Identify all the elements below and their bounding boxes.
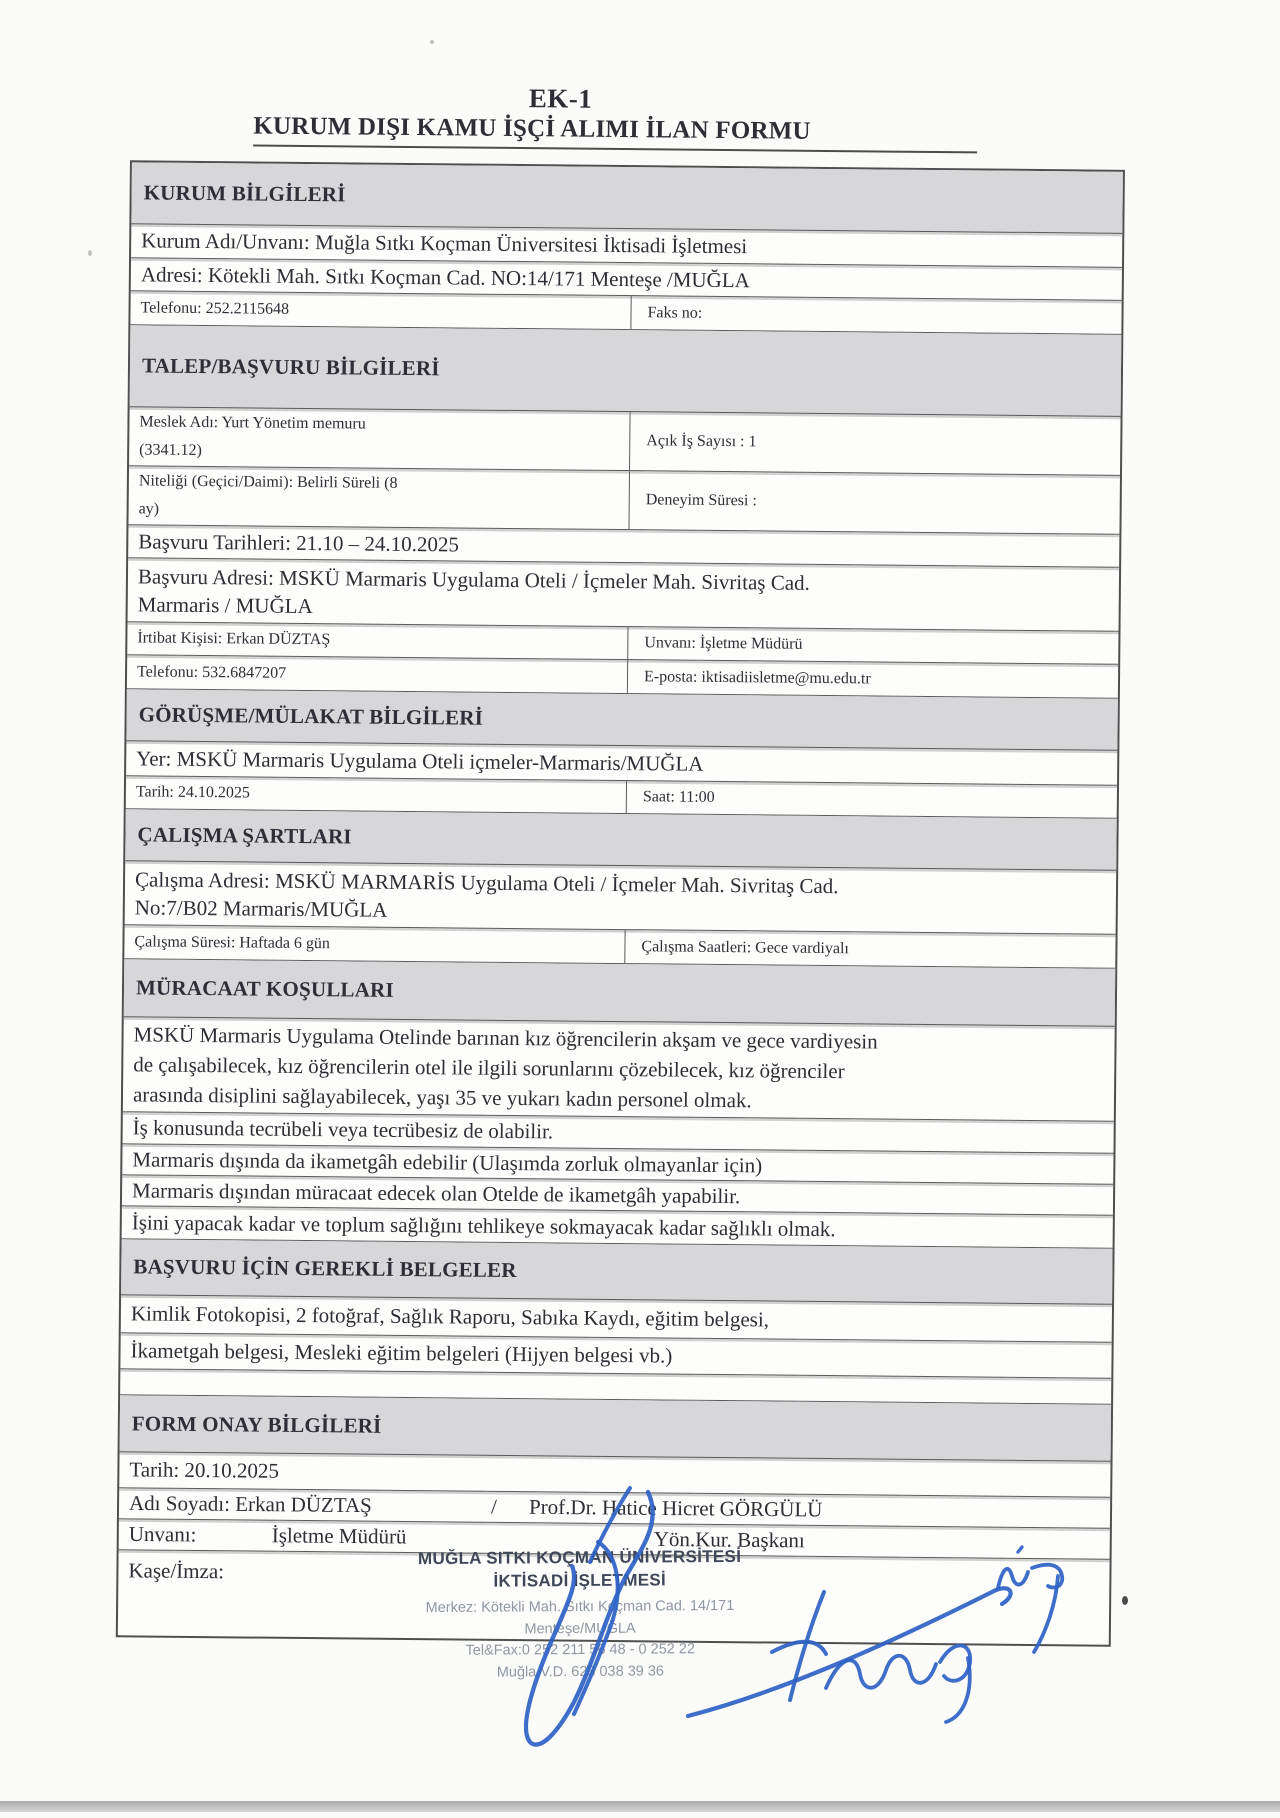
adresi-text: Adresi: Kötekli Mah. Sıtkı Koçman Cad. NO:14/171 Menteşe /MUĞLA [140,261,750,292]
eposta-text: E-posta: iktisadiisletme@mu.edu.tr [643,667,871,687]
acik-is-text: Açık İş Sayısı : 1 [646,432,757,451]
adi-soyadi-sol-text: Adı Soyadı: Erkan DÜZTAŞ [128,1490,372,1518]
company-stamp [408,1545,753,1684]
stamp-line-2: İKTİSADİ İŞLETMESİ [493,1570,667,1591]
faks-text: Faks no: [647,303,703,322]
belgeler-1-text: Kimlik Fotokopisi, 2 fotoğraf, Sağlık Raporu, Sabıka Kaydı, eğitim belgesi, [130,1301,770,1332]
telefon-text: Telefonu: 252.2115648 [140,298,290,318]
tarih-text: Tarih: 24.10.2025 [135,783,250,802]
kosul-2-text: İş konusunda tecrübeli veya tecrübesiz de olabilir. [132,1115,554,1144]
nitelik-cell [128,466,629,529]
section-header-form-onay [120,1395,1112,1462]
stamp-line-4: Menteşe/MUĞLA [524,1620,636,1637]
onay-unvan-sag-text: Yön.Kur. Başkanı [653,1526,805,1553]
calisma-saatleri-cell [624,930,1115,968]
calisma-suresi-cell [124,925,624,963]
onay-unvan-label: Unvanı: [128,1521,197,1547]
belgeler-2-text: İkametgah belgesi, Mesleki eğitim belgeleri (Hijyen belgesi vb.) [130,1338,673,1368]
row-nitelik-deneyim [128,466,1120,535]
section-title: TALEP/BAŞVURU BİLGİLERİ [141,353,440,381]
eposta-cell [627,660,1118,698]
kase-imza-label: Kaşe/İmza: [128,1558,225,1584]
meslek-text: Meslek Adı: Yurt Yönetim memuru (3341.12) [139,413,366,459]
scanner-edge-shadow [0,1801,1280,1812]
kurum-adi-text: Kurum Adı/Unvanı: Muğla Sıtkı Koçman Üniversitesi İktisadi İşletmesi [141,228,748,259]
faks-cell [630,296,1121,334]
section-header-muracaat-kosullari [124,959,1116,1027]
stamp-line-3: Merkez: Kötekli Mah. Sıtkı Koçman Cad. 14/171 [425,1597,735,1617]
telefon2-text: Telefonu: 532.6847207 [136,662,287,682]
section-title: FORM ONAY BİLGİLERİ [131,1410,382,1438]
kosul-3-text: Marmaris dışında da ikametgâh edebilir (Ulaşımda zorluk olmayanlar için) [132,1146,763,1177]
form-table [116,160,1125,1646]
form-title: KURUM DIŞI KAMU İŞÇİ ALIMI İLAN FORMU [253,112,977,153]
section-header-gerekli-belgeler [121,1239,1112,1305]
telefon-cell [130,291,630,329]
row-basvuru-adresi [128,558,1120,632]
row-meslek-acikis [129,407,1121,476]
onay-unvan-sol-text: İşletme Müdürü [271,1523,407,1549]
kosul-4-text: Marmaris dışından müracaat edecek olan Otelde de ikametgâh yapabilir. [131,1177,741,1208]
nitelik-text: Niteliği (Geçici/Daimi): Belirli Süreli (8 ay) [138,472,398,518]
section-title: MÜRACAAT KOŞULLARI [135,975,394,1002]
row-calisma-adresi [125,861,1117,935]
section-header-gorusme-mulakat [126,689,1117,751]
unvan-cell [627,627,1118,664]
section-header-calisma-sartlari [125,809,1116,871]
saat-text: Saat: 11:00 [642,788,715,806]
acik-is-cell [629,412,1121,475]
scan-speck [1122,1596,1128,1605]
deneyim-text: Deneyim Süresi : [645,491,757,510]
basvuru-tarihleri-text: Başvuru Tarihleri: 21.10 – 24.10.2025 [138,528,460,556]
onay-tarih-text: Tarih: 20.10.2025 [129,1457,280,1483]
meslek-cell [129,407,630,470]
stamp-line-1: MUĞLA SITKI KOÇMAN ÜNİVERSİTESİ [417,1546,742,1569]
telefon2-cell [127,655,627,693]
scan-speck-faint [430,40,434,44]
section-title: ÇALIŞMA ŞARTLARI [137,822,352,849]
section-header-talep-basvuru [130,325,1122,417]
row-kosul-1 [123,1017,1115,1122]
yer-text: Yer: MSKÜ Marmaris Uygulama Oteli içmeler-Marmaris/MUĞLA [136,745,704,776]
calisma-adresi-text: Çalışma Adresi: MSKÜ MARMARİS Uygulama Oteli / İçmeler Mah. Sivritaş Cad. No:7/B02 Marmaris/MUĞLA [134,866,839,922]
section-title: GÖRÜŞME/MÜLAKAT BİLGİLERİ [138,702,484,730]
irtibat-cell [127,622,627,659]
section-header-kurum-bilgileri [131,162,1123,234]
scan-speck-faint [88,250,92,256]
calisma-suresi-text: Çalışma Süresi: Haftada 6 gün [134,932,331,952]
basvuru-adresi-text: Başvuru Adresi: MSKÜ Marmaris Uygulama Oteli / İçmeler Mah. Sivritaş Cad. Marmaris / MUĞLA [137,563,810,618]
kosul-5-text: İşini yapacak kadar ve toplum sağlığını tehlikeye sokmayacak kadar sağlıklı olmak. [131,1209,836,1241]
adi-soyadi-sag-text: Prof.Dr. Hatice Hicret GÖRGÜLÜ [528,1494,823,1522]
adi-soyadi-ayirac: / [490,1494,498,1519]
kosul-1-text: MSKÜ Marmaris Uygulama Otelinde barınan kız öğrencilerin akşam ve gece vardiyesin de çalışabilecek, kız öğrencilerin otel ile ilgili sorunlarını çözebilecek, kız öğrenciler arasında disiplini sağlayabilecek, yaşı 35 ve yukarı kadın personel olmak. [132,1022,878,1113]
stamp-line-6: Muğla V.D. 623 038 39 36 [496,1662,665,1681]
calisma-saatleri-text: Çalışma Saatleri: Gece vardiyalı [641,937,850,957]
deneyim-cell [628,471,1120,534]
unvan-text: Unvanı: İşletme Müdürü [644,634,803,653]
section-title: KURUM BİLGİLERİ [143,180,346,207]
stamp-line-5: Tel&Fax:0 252 211 56 48 - 0 252 22 [465,1641,696,1659]
tarih-cell [126,776,626,813]
annex-label: EK-1 [528,83,593,114]
section-title: BAŞVURU İÇİN GEREKLİ BELGELER [133,1254,517,1283]
irtibat-text: İrtibat Kişisi: Erkan DÜZTAŞ [137,629,331,649]
saat-cell [626,781,1117,818]
